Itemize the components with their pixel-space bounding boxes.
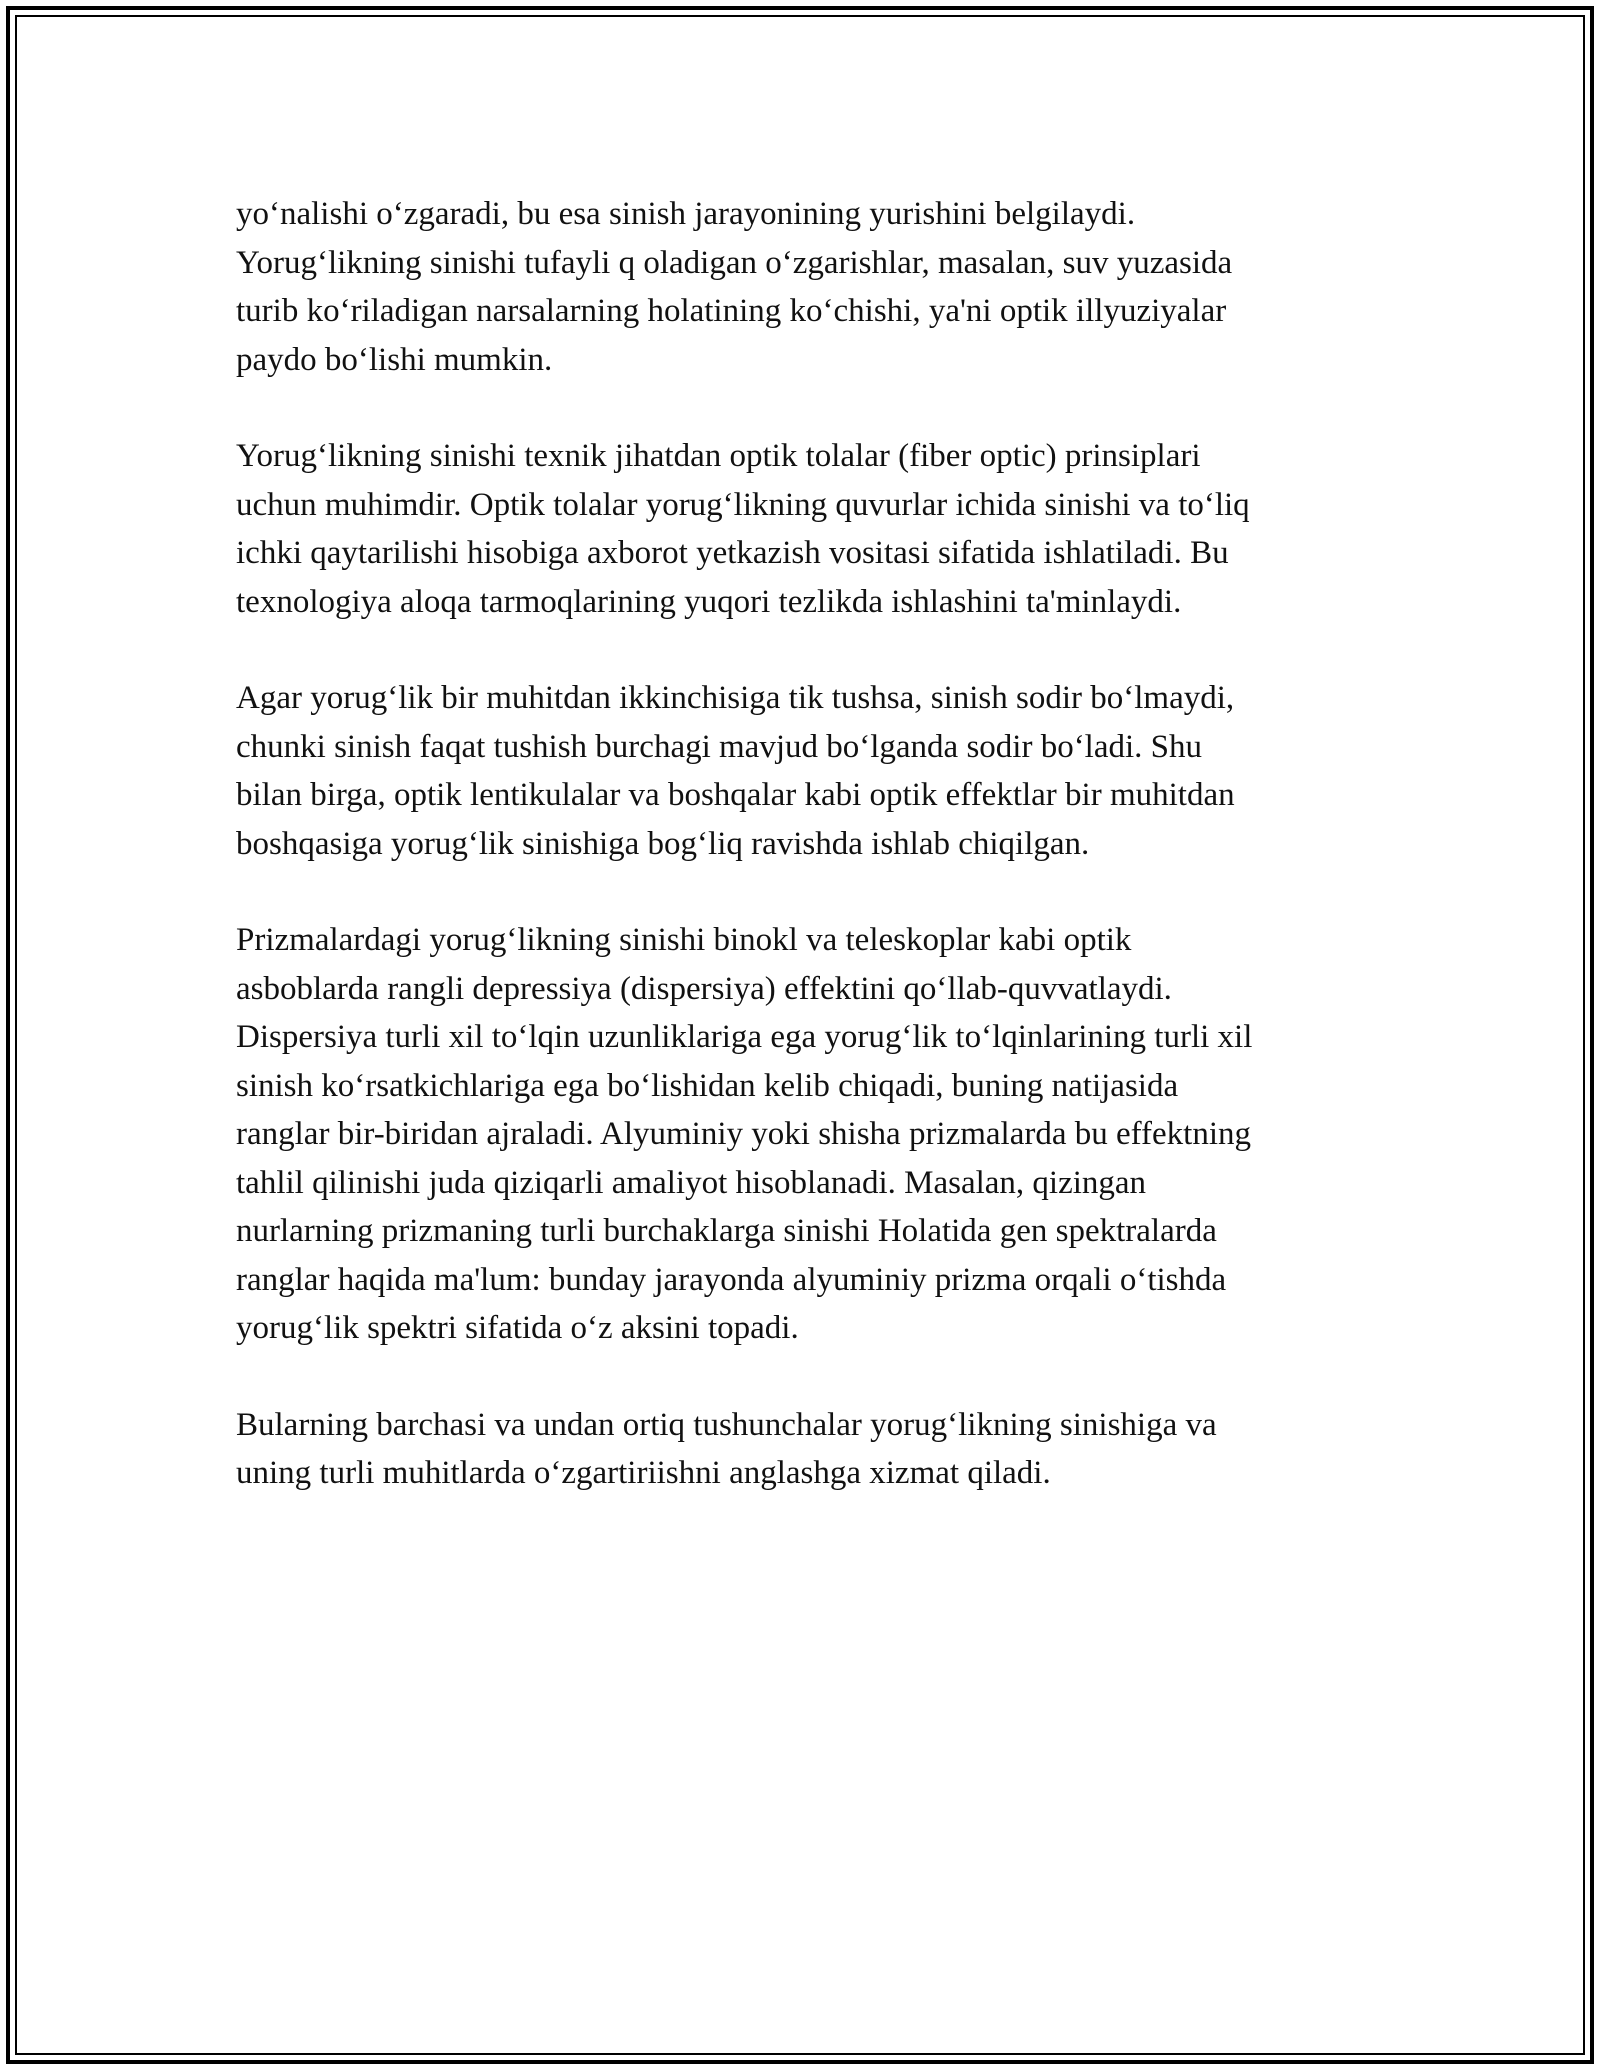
paragraph-5: Bularning barchasi va undan ortiq tushunchalar yorug‘likning sinishiga va uning turli muhitlarda o‘zgartiriishni anglashga xizmat qiladi. [236,1406,1217,1491]
paragraph-4: Prizmalardagi yorug‘likning sinishi binokl va teleskoplar kabi optik asboblarda rangli depressiya (dispersiya) effektini qo‘llab-quvvatlaydi. Dispersiya turli xil to‘lqin uzunliklariga ega yorug‘lik to‘lqinlarining turli xil sinish ko‘rsatkichlariga ega bo‘lishidan kelib chiqadi, buning natijasida ranglar bir-biridan ajraladi. Alyuminiy yoki shisha prizmalarda bu effektning tahlil qilinishi juda qiziqarli amaliyot hisoblanadi. Masalan, qizingan nurlarning prizmaning turli burchaklarga sinishi Holatida gen spektralarda ranglar haqida ma'lum: bunday jarayonda alyuminiy prizma orqali o‘tishda yorug‘lik spektri sifatida o‘z aksini topadi. [236,922,1253,1346]
paragraph-3: Agar yorug‘lik bir muhitdan ikkinchisiga tik tushsa, sinish sodir bo‘lmaydi, chunki sinish faqat tushish burchagi mavjud bo‘lganda sodir bo‘ladi. Shu bilan birga, optik lentikulalar va boshqalar kabi optik effektlar bir muhitdan boshqasiga yorug‘lik sinishiga bog‘liq ravishda ishlab chiqilgan. [236,680,1235,862]
paragraph-2: Yorug‘likning sinishi texnik jihatdan optik tolalar (fiber optic) prinsiplari uchun muhimdir. Optik tolalar yorug‘likning quvurlar ichida sinishi va to‘liq ichki qaytarilishi hisobiga axborot yetkazish vositasi sifatida ishlatiladi. Bu texnologiya aloqa tarmoqlarining yuqori tezlikda ishlashini ta'minlaydi. [236,438,1250,620]
document-body [236,190,1366,1546]
paragraph-1: yo‘nalishi o‘zgaradi, bu esa sinish jarayonining yurishini belgilaydi. Yorug‘likning sinishi tufayli q oladigan o‘zgarishlar, masalan, suv yuzasida turib ko‘riladigan narsalarning holatining ko‘chishi, ya'ni optik illyuziyalar paydo bo‘lishi mumkin. [236,196,1233,378]
